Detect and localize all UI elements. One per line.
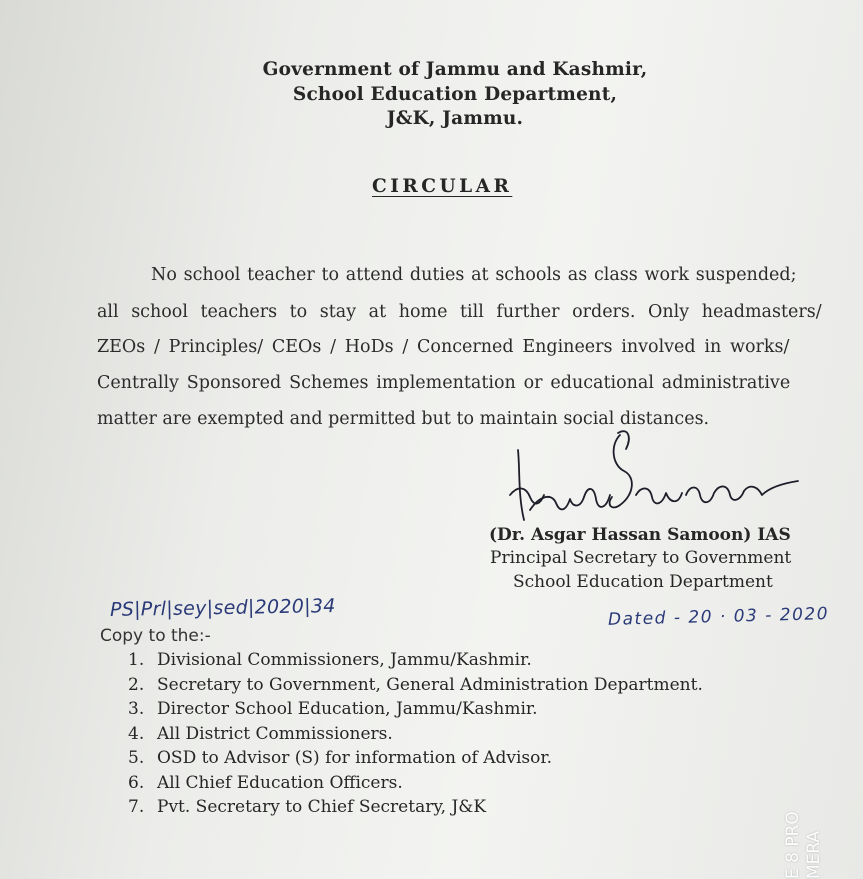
list-item: 1. Divisional Commissioners, Jammu/Kashmir. bbox=[128, 650, 532, 670]
header-department: School Education Department, bbox=[292, 84, 618, 105]
header-location: J&K, Jammu. bbox=[386, 108, 524, 129]
body-line-1: No school teacher to attend duties at schools as class work suspended; bbox=[151, 265, 797, 285]
list-item: 5. OSD to Advisor (S) for information of Advisor. bbox=[128, 748, 553, 768]
document-title: CIRCULAR bbox=[372, 176, 513, 197]
handwritten-date: Dated - 20 · 03 - 2020 bbox=[607, 604, 830, 630]
signatory-designation: Principal Secretary to Government bbox=[490, 548, 792, 568]
list-item: 2. Secretary to Government, General Administration Department. bbox=[128, 674, 703, 695]
list-item: 4. All District Commissioners. bbox=[128, 723, 393, 744]
copy-to-list bbox=[128, 648, 703, 820]
signatory-department: School Education Department bbox=[513, 572, 773, 592]
list-item: 3. Director School Education, Jammu/Kashmir. bbox=[128, 699, 538, 719]
body-line-2: all school teachers to stay at home till further orders. Only headmasters/ bbox=[97, 302, 822, 322]
handwritten-signature bbox=[500, 425, 810, 535]
signatory-name: (Dr. Asgar Hassan Samoon) IAS bbox=[489, 525, 791, 545]
list-item: 7. Pvt. Secretary to Chief Secretary, J&K bbox=[128, 797, 487, 817]
list-item: 6. All Chief Education Officers. bbox=[128, 772, 403, 793]
camera-watermark bbox=[783, 811, 825, 879]
copy-to-heading: Copy to the:- bbox=[100, 626, 211, 646]
watermark-line-2: MERA bbox=[804, 830, 824, 879]
body-line-4: Centrally Sponsored Schemes implementation or educational administrative bbox=[97, 373, 791, 393]
header-government: Government of Jammu and Kashmir, bbox=[262, 59, 648, 80]
watermark-line-1: E 8 PRO bbox=[783, 811, 803, 879]
body-line-5: matter are exempted and permitted but to maintain social distances. bbox=[97, 409, 710, 429]
body-line-3: ZEOs / Principles/ CEOs / HoDs / Concerned Engineers involved in works/ bbox=[97, 337, 790, 357]
handwritten-reference-number: PS|Prl|sey|sed|2020|34 bbox=[109, 595, 336, 621]
